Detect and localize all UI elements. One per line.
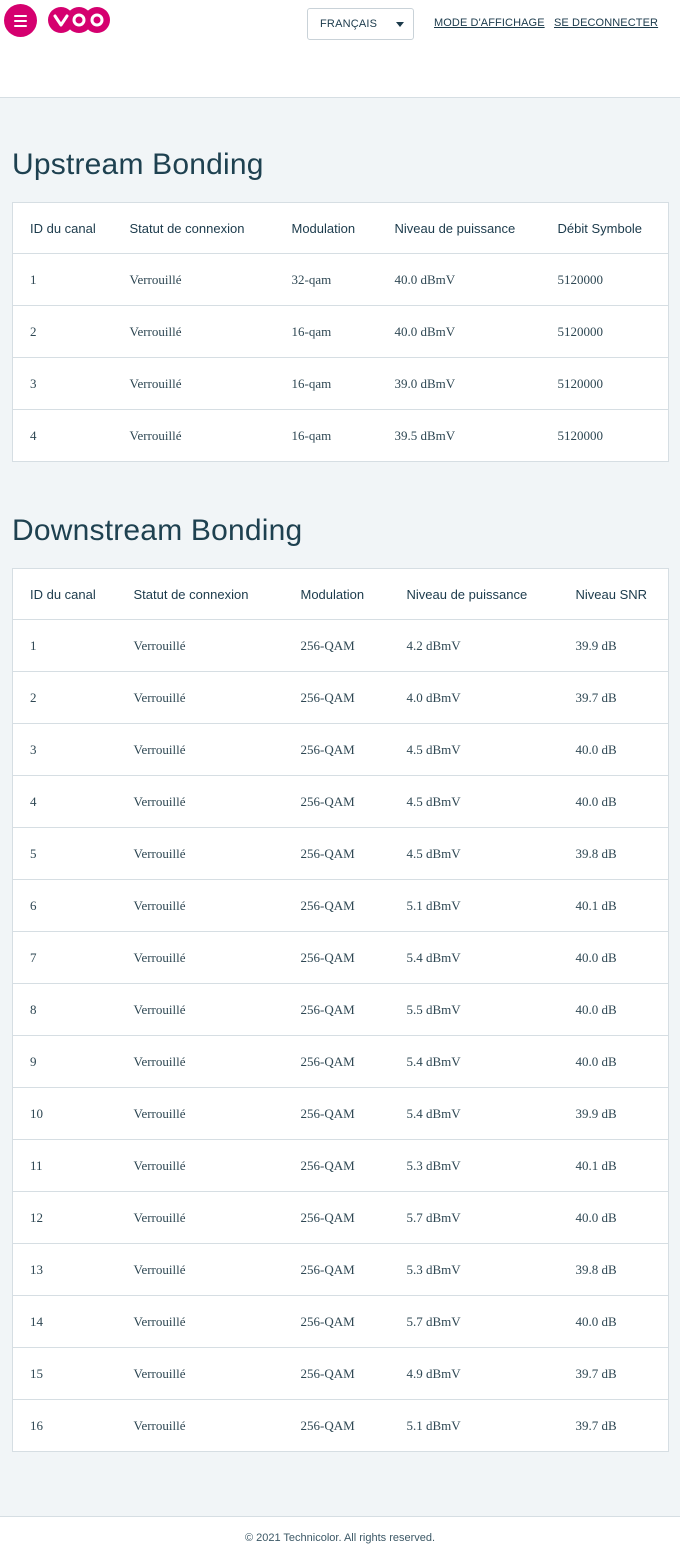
hamburger-menu-button[interactable]: [4, 4, 37, 37]
page-footer: [0, 1516, 680, 1559]
table-cell: 40.1 dB: [559, 880, 669, 932]
table-row: [13, 828, 669, 880]
downstream-bonding-title: Downstream Bonding: [12, 514, 303, 547]
table-cell: 6: [13, 880, 117, 932]
table-cell: Verrouillé: [117, 672, 284, 724]
table-cell: 2: [13, 672, 117, 724]
table-cell: 7: [13, 932, 117, 984]
column-header: Modulation: [284, 569, 390, 620]
table-cell: 2: [13, 306, 113, 358]
table-cell: 5.4 dBmV: [390, 1088, 559, 1140]
downstream-table-header: [13, 569, 669, 620]
table-cell: 39.8 dB: [559, 1244, 669, 1296]
downstream-table: [12, 568, 669, 1452]
table-cell: 5.1 dBmV: [406, 1417, 461, 1433]
table-header-row: [13, 569, 669, 620]
table-cell: 256-QAM: [284, 932, 390, 984]
table-cell: Verrouillé: [117, 932, 284, 984]
menu-icon: [14, 15, 27, 17]
table-cell: Verrouillé: [117, 880, 284, 932]
table-cell: Verrouillé: [117, 1244, 284, 1296]
table-cell: 40.0 dBmV: [378, 254, 541, 306]
column-header: Statut de connexion: [117, 569, 284, 620]
table-cell: 4.2 dBmV: [390, 620, 559, 672]
table-cell: 1: [13, 254, 113, 306]
table-cell: 4.5 dBmV: [390, 828, 559, 880]
table-cell: Verrouillé: [117, 1036, 284, 1088]
table-cell: 256-QAM: [300, 1417, 355, 1433]
table-row: [13, 306, 669, 358]
table-cell: 256-QAM: [284, 672, 390, 724]
table-cell: 5.7 dBmV: [390, 1296, 559, 1348]
upstream-table: [12, 202, 669, 462]
table-cell: 256-QAM: [284, 1088, 390, 1140]
table-cell: Verrouillé: [113, 254, 275, 306]
table-cell: 256-QAM: [284, 1348, 390, 1400]
table-row: [13, 1140, 669, 1192]
upstream-table-body: [13, 254, 669, 462]
table-cell: Verrouillé: [117, 1348, 284, 1400]
upstream-table-header: [13, 203, 669, 254]
table-cell: 16-qam: [275, 358, 378, 410]
column-header: ID du canal: [13, 203, 113, 254]
table-cell: Verrouillé: [117, 724, 284, 776]
table-row: [13, 724, 669, 776]
table-cell: 40.0 dB: [559, 1192, 669, 1244]
table-cell: 4.9 dBmV: [390, 1348, 559, 1400]
table-cell: 40.0 dB: [559, 1036, 669, 1088]
table-cell: 39.7 dB: [559, 672, 669, 724]
table-cell: 40.1 dB: [559, 1140, 669, 1192]
table-cell: 40.0 dBmV: [378, 306, 541, 358]
table-row: [13, 410, 669, 462]
table-row: [13, 932, 669, 984]
table-row: [13, 776, 669, 828]
table-row: [13, 984, 669, 1036]
table-cell: 40.0 dB: [559, 724, 669, 776]
table-row: [13, 1192, 669, 1244]
language-select[interactable]: [307, 8, 414, 40]
table-cell: 256-QAM: [284, 984, 390, 1036]
table-cell: 256-QAM: [284, 776, 390, 828]
column-header: Niveau SNR: [559, 569, 669, 620]
table-cell: 39.9 dB: [559, 620, 669, 672]
top-header: [0, 0, 680, 98]
table-cell: 5.1 dBmV: [390, 880, 559, 932]
table-cell: 256-QAM: [284, 724, 390, 776]
table-cell: 40.0 dB: [559, 932, 669, 984]
language-select-value: FRANÇAIS: [320, 18, 378, 30]
table-row: [13, 1244, 669, 1296]
table-cell: 5.4 dBmV: [390, 1036, 559, 1088]
table-cell: 5120000: [541, 358, 669, 410]
table-cell: 256-QAM: [284, 1036, 390, 1088]
table-cell: 256-QAM: [284, 880, 390, 932]
table-cell: 5120000: [541, 306, 669, 358]
table-cell: 5.3 dBmV: [390, 1140, 559, 1192]
table-cell: 3: [13, 724, 117, 776]
table-cell: 256-QAM: [284, 620, 390, 672]
table-cell: Verrouillé: [113, 358, 275, 410]
table-cell: 256-QAM: [284, 1192, 390, 1244]
table-cell: 39.8 dB: [559, 828, 669, 880]
table-row: [13, 1088, 669, 1140]
table-cell: 16: [30, 1417, 43, 1433]
column-header: Niveau de puissance: [378, 203, 541, 254]
table-cell: 4: [30, 427, 37, 443]
table-cell: 13: [13, 1244, 117, 1296]
table-cell: 39.7 dB: [559, 1348, 669, 1400]
table-row: [13, 1348, 669, 1400]
table-cell: 39.5 dBmV: [394, 427, 456, 443]
table-cell: 4: [13, 776, 117, 828]
table-cell: Verrouillé: [117, 1192, 284, 1244]
table-cell: 5120000: [541, 254, 669, 306]
table-cell: 256-QAM: [284, 1296, 390, 1348]
table-cell: 4.0 dBmV: [390, 672, 559, 724]
table-cell: 16-qam: [291, 427, 332, 443]
table-cell: 10: [13, 1088, 117, 1140]
table-cell: Verrouillé: [117, 1296, 284, 1348]
table-cell: 11: [13, 1140, 117, 1192]
column-header: ID du canal: [13, 569, 117, 620]
table-cell: 4.5 dBmV: [390, 776, 559, 828]
table-cell: 32-qam: [275, 254, 378, 306]
table-cell: 5.3 dBmV: [390, 1244, 559, 1296]
caret-down-icon: [396, 22, 404, 27]
table-cell: 39.0 dBmV: [378, 358, 541, 410]
table-cell: 14: [13, 1296, 117, 1348]
table-cell: 1: [13, 620, 117, 672]
table-cell: 39.9 dB: [559, 1088, 669, 1140]
table-cell: 256-QAM: [284, 828, 390, 880]
table-cell: 9: [13, 1036, 117, 1088]
table-cell: 15: [13, 1348, 117, 1400]
table-header-row: [13, 203, 669, 254]
table-cell: Verrouillé: [117, 828, 284, 880]
table-cell: 3: [13, 358, 113, 410]
table-cell: 12: [13, 1192, 117, 1244]
table-cell: Verrouillé: [117, 776, 284, 828]
copyright-text: © 2021 Technicolor. All rights reserved.: [244, 1532, 436, 1544]
display-mode-link[interactable]: MODE D'AFFICHAGE: [434, 17, 545, 29]
table-cell: 4.5 dBmV: [390, 724, 559, 776]
table-cell: 5120000: [557, 427, 603, 443]
column-header: Débit Symbole: [541, 203, 669, 254]
table-row: [13, 358, 669, 410]
table-row: [13, 254, 669, 306]
upstream-bonding-title: Upstream Bonding: [12, 148, 264, 181]
downstream-table-body: [13, 620, 669, 1452]
table-cell: 256-QAM: [284, 1140, 390, 1192]
table-cell: 40.0 dB: [559, 984, 669, 1036]
table-cell: 40.0 dB: [559, 1296, 669, 1348]
table-cell: Verrouillé: [117, 1088, 284, 1140]
table-cell: Verrouillé: [117, 620, 284, 672]
table-cell: 5: [13, 828, 117, 880]
table-row: [13, 1400, 669, 1452]
voo-logo: [48, 7, 110, 33]
table-cell: 8: [13, 984, 117, 1036]
table-cell: 5.7 dBmV: [390, 1192, 559, 1244]
table-cell: Verrouillé: [117, 984, 284, 1036]
table-row: [13, 1036, 669, 1088]
table-cell: Verrouillé: [133, 1417, 186, 1433]
table-row: [13, 620, 669, 672]
table-cell: 40.0 dB: [559, 776, 669, 828]
table-cell: Verrouillé: [129, 427, 182, 443]
table-cell: Verrouillé: [113, 306, 275, 358]
column-header: Statut de connexion: [113, 203, 275, 254]
logout-link[interactable]: SE DECONNECTER: [554, 17, 659, 29]
table-cell: 5.4 dBmV: [390, 932, 559, 984]
table-cell: 39.7 dB: [575, 1417, 617, 1433]
table-cell: 256-QAM: [284, 1244, 390, 1296]
table-row: [13, 672, 669, 724]
table-cell: 16-qam: [275, 306, 378, 358]
table-cell: Verrouillé: [117, 1140, 284, 1192]
column-header: Modulation: [275, 203, 378, 254]
table-cell: 5.5 dBmV: [390, 984, 559, 1036]
table-row: [13, 880, 669, 932]
column-header: Niveau de puissance: [390, 569, 559, 620]
table-row: [13, 1296, 669, 1348]
